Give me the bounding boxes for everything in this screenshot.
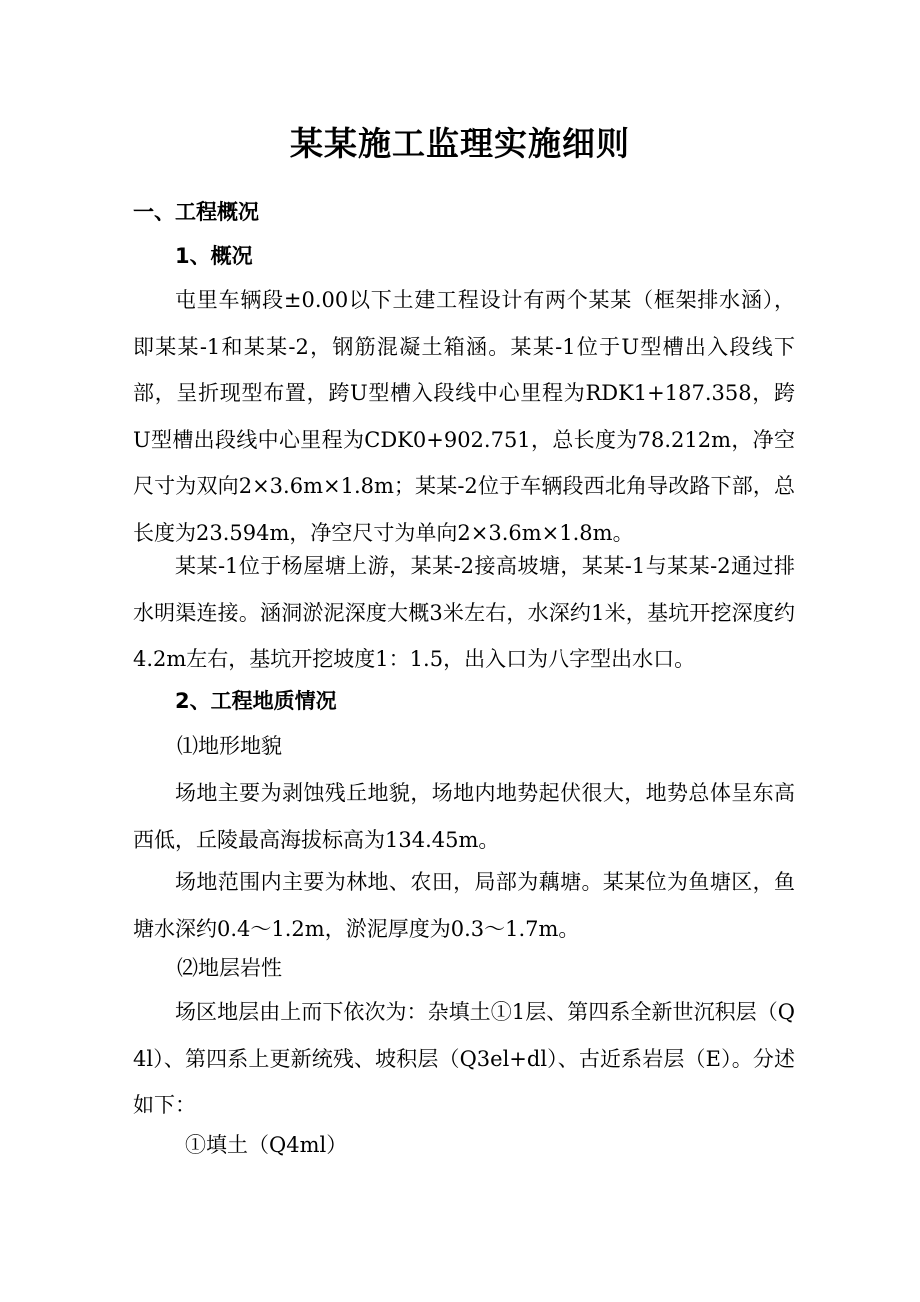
item-heading-terrain: ⑴地形地貌 — [177, 734, 282, 758]
terrain-paragraph-2: 场地范围内主要为林地、农田，局部为藕塘。某某位为鱼塘区，鱼塘水深约0.4～1.2m，淤泥厚度为0.3～1.7m。 — [133, 870, 795, 941]
terrain-paragraph-1: 场地主要为剥蚀残丘地貌，场地内地势起伏很大，地势总体呈东高西低，丘陵最高海拔标高为134.45m。 — [133, 781, 795, 852]
document-title: 某某施工监理实施细则 — [290, 124, 630, 163]
layer-item-fill: ①填土（Q4ml） — [185, 1133, 348, 1157]
item-heading-strata: ⑵地层岩性 — [177, 956, 282, 980]
overview-paragraph-1: 屯里车辆段±0.00以下土建工程设计有两个某某（框架排水涵），即某某-1和某某-2，钢筋混凝土箱涵。某某-1位于U型槽出入段线下部，呈折现型布置，跨U型槽入段线中心里程为RDK1+187.358，跨U型槽出段线中心里程为CDK0+902.751，总长度为78.212m，净空尺寸为双向2×3.6m×1.8m；某某-2位于车辆段西北角导改路下部，总长度为23.594m，净空尺寸为单向2×3.6m×1.8m。 — [133, 288, 795, 545]
strata-paragraph-1: 场区地层由上而下依次为：杂填土①1层、第四系全新世沉积层（Q4l）、第四系上更新统残、坡积层（Q3el+dl）、古近系岩层（E）。分述如下： — [133, 1000, 795, 1117]
section-heading-overview: 一、工程概况 — [133, 200, 259, 224]
subsection-heading-geology: 2、工程地质情况 — [175, 689, 337, 713]
overview-paragraph-2: 某某-1位于杨屋塘上游，某某-2接高坡塘，某某-1与某某-2通过排水明渠连接。涵洞淤泥深度大概3米左右，水深约1米，基坑开挖深度约4.2m左右，基坑开挖坡度1：1.5，出入口为八字型出水口。 — [133, 554, 795, 671]
subsection-heading-overview: 1、概况 — [175, 244, 253, 268]
